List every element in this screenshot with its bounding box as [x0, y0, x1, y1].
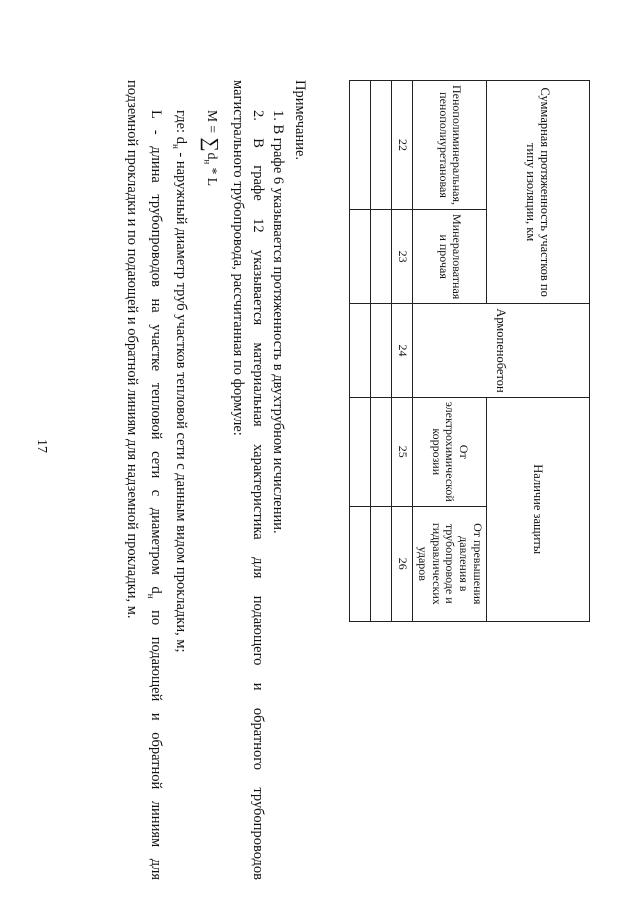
table-cell-empty — [350, 506, 371, 621]
formula-rhs: * L — [205, 167, 220, 186]
col-number-26: 26 — [392, 506, 413, 621]
header-col-26: От превышения давления в трубопроводе и гидравлических ударов — [413, 506, 487, 621]
note-item-2-line-1: 2. В графе 12 указывается материальная характеристика для подающего и обратного трубопроводов — [250, 110, 266, 880]
sum-symbol-icon: ∑ — [200, 137, 222, 152]
note-item-2-line-2: магистрального трубопровода, рассчитанная по формуле: — [230, 80, 246, 436]
formula-subscript: н — [202, 159, 213, 165]
table-cell-empty — [350, 304, 371, 397]
note-l-line-1 — [142, 80, 167, 880]
formula-lhs: M = — [205, 110, 220, 133]
col-number-24: 24 — [392, 304, 413, 397]
table-cell-empty — [350, 397, 371, 506]
col-number-23: 23 — [392, 210, 413, 304]
l-text: L - длина трубопроводов на участке тепловой сети с диаметром — [148, 110, 165, 575]
l-tail: по подающей и обратной линиям для — [148, 610, 165, 881]
table-cell-empty — [371, 397, 392, 506]
protection-table — [349, 80, 590, 622]
col-number-25: 25 — [392, 397, 413, 506]
l-d: d — [148, 586, 165, 594]
header-total-length: Суммарная протяженность участков по типу изоляции, км — [487, 81, 590, 304]
notes-heading: Примечание. — [292, 80, 308, 161]
table-cell-empty — [371, 210, 392, 304]
header-col-22: Пенополиминеральная, пенополиуретановая — [413, 81, 487, 210]
l-subscript: н — [146, 593, 157, 599]
table-cell-empty — [350, 210, 371, 304]
where-prefix: где: — [173, 110, 190, 134]
col-number-22: 22 — [392, 81, 413, 210]
notes-section — [122, 80, 310, 880]
table-cell-empty — [350, 81, 371, 210]
note-item-1: 1. В графе 6 указывается протяженность в двухтрубном исчислении. — [270, 110, 286, 534]
table-row-column-numbers — [392, 81, 413, 622]
note-where — [166, 80, 191, 880]
table-row-empty — [371, 81, 392, 622]
where-d: d — [173, 136, 190, 144]
page-number: 17 — [34, 439, 49, 453]
table-header-group-row — [487, 81, 590, 622]
header-col-24: Армопенобетон — [413, 304, 590, 397]
header-col-25: От электрохимической коррозии — [413, 397, 487, 506]
table-row-empty — [350, 81, 371, 622]
where-text: - наружный диаметр труб участков тепловой сети с данным видом прокладки, м; — [173, 152, 190, 653]
table-cell-empty — [371, 304, 392, 397]
header-protection: Наличие защиты — [487, 397, 590, 621]
header-col-23: Минераловатная и прочая — [413, 210, 487, 304]
table-cell-empty — [371, 81, 392, 210]
formula — [197, 110, 222, 880]
where-subscript: н — [171, 143, 182, 149]
note-l-line-2: подземной прокладки и по подающей и обратной линиям для надземной прокладки, м. — [123, 80, 140, 619]
formula-d: d — [205, 152, 220, 160]
table-cell-empty — [371, 506, 392, 621]
